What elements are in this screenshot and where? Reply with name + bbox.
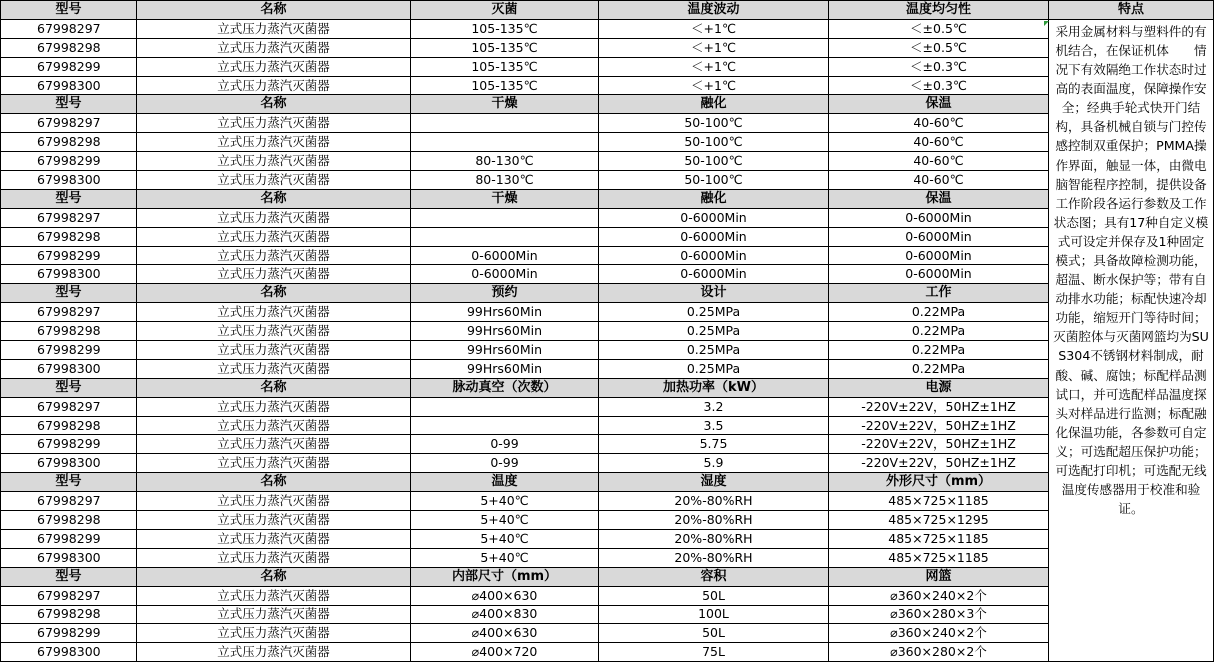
model-cell[interactable]: 67998300: [1, 548, 137, 567]
param-1-cell[interactable]: ⌀400×830: [411, 605, 599, 624]
header-param-1[interactable]: 预约: [411, 284, 599, 303]
param-1-cell[interactable]: 99Hrs60Min: [411, 359, 599, 378]
param-3-cell[interactable]: ⌀360×240×2个: [829, 624, 1049, 643]
name-cell[interactable]: 立式压力蒸汽灭菌器: [137, 435, 411, 454]
header-features[interactable]: 特点: [1049, 1, 1214, 20]
name-cell[interactable]: 立式压力蒸汽灭菌器: [137, 416, 411, 435]
table-row: [1, 208, 1214, 227]
param-2-cell[interactable]: 0-6000Min: [599, 208, 829, 227]
param-3-cell[interactable]: ＜±0.5℃: [829, 19, 1049, 38]
param-2-cell[interactable]: 0-6000Min: [599, 265, 829, 284]
param-1-cell[interactable]: 99Hrs60Min: [411, 303, 599, 322]
name-cell[interactable]: 立式压力蒸汽灭菌器: [137, 114, 411, 133]
name-cell[interactable]: 立式压力蒸汽灭菌器: [137, 605, 411, 624]
param-1-cell[interactable]: 0-99: [411, 454, 599, 473]
comment-indicator-icon: [1044, 21, 1049, 26]
param-1-cell[interactable]: [411, 416, 599, 435]
model-cell[interactable]: 67998300: [1, 454, 137, 473]
header-model[interactable]: 型号: [1, 473, 137, 492]
param-2-cell[interactable]: 20%-80%RH: [599, 548, 829, 567]
param-2-cell[interactable]: 50-100℃: [599, 171, 829, 190]
param-2-cell[interactable]: 50L: [599, 624, 829, 643]
header-param-3[interactable]: 工作: [829, 284, 1049, 303]
header-param-2[interactable]: 湿度: [599, 473, 829, 492]
name-cell[interactable]: 立式压力蒸汽灭菌器: [137, 208, 411, 227]
param-2-cell[interactable]: 0-6000Min: [599, 246, 829, 265]
header-param-2[interactable]: 加热功率（kW）: [599, 378, 829, 397]
param-1-cell[interactable]: [411, 208, 599, 227]
table-row: [1, 341, 1214, 360]
model-cell[interactable]: 67998298: [1, 605, 137, 624]
param-1-cell[interactable]: 0-6000Min: [411, 265, 599, 284]
name-cell[interactable]: 立式压力蒸汽灭菌器: [137, 133, 411, 152]
table-row: [1, 643, 1214, 662]
model-cell[interactable]: 67998297: [1, 114, 137, 133]
table-row: [1, 586, 1214, 605]
param-1-cell[interactable]: ⌀400×630: [411, 624, 599, 643]
name-cell[interactable]: 立式压力蒸汽灭菌器: [137, 624, 411, 643]
name-cell[interactable]: 立式压力蒸汽灭菌器: [137, 397, 411, 416]
param-1-cell[interactable]: 5+40℃: [411, 548, 599, 567]
header-param-2[interactable]: 温度波动: [599, 1, 829, 20]
name-cell[interactable]: 立式压力蒸汽灭菌器: [137, 322, 411, 341]
param-2-cell[interactable]: 50-100℃: [599, 114, 829, 133]
param-1-cell[interactable]: 80-130℃: [411, 152, 599, 171]
model-cell[interactable]: 67998297: [1, 397, 137, 416]
header-param-1[interactable]: 干燥: [411, 189, 599, 208]
header-name[interactable]: 名称: [137, 378, 411, 397]
param-1-cell[interactable]: 105-135℃: [411, 38, 599, 57]
header-name[interactable]: 名称: [137, 189, 411, 208]
param-3-cell[interactable]: ＜±0.5℃: [829, 38, 1049, 57]
header-param-3[interactable]: 温度均匀性: [829, 1, 1049, 20]
header-param-1[interactable]: 脉动真空（次数）: [411, 378, 599, 397]
model-cell[interactable]: 67998298: [1, 511, 137, 530]
param-2-cell[interactable]: 75L: [599, 643, 829, 662]
param-1-cell[interactable]: [411, 397, 599, 416]
param-2-cell[interactable]: 5.9: [599, 454, 829, 473]
name-cell[interactable]: 立式压力蒸汽灭菌器: [137, 359, 411, 378]
header-param-3[interactable]: 保温: [829, 95, 1049, 114]
param-2-cell[interactable]: ＜+1℃: [599, 76, 829, 95]
model-cell[interactable]: 67998298: [1, 133, 137, 152]
header-param-1[interactable]: 温度: [411, 473, 599, 492]
param-3-cell[interactable]: 40-60℃: [829, 133, 1049, 152]
param-3-cell[interactable]: 485×725×1185: [829, 529, 1049, 548]
header-model[interactable]: 型号: [1, 284, 137, 303]
section-header-row: [1, 567, 1214, 586]
param-2-cell[interactable]: 3.5: [599, 416, 829, 435]
header-model[interactable]: 型号: [1, 378, 137, 397]
param-3-cell[interactable]: ＜±0.3℃: [829, 57, 1049, 76]
model-cell[interactable]: 67998297: [1, 208, 137, 227]
table-row: [1, 19, 1214, 38]
header-param-1[interactable]: 内部尺寸（mm）: [411, 567, 599, 586]
model-cell[interactable]: 67998298: [1, 322, 137, 341]
param-2-cell[interactable]: 0-6000Min: [599, 227, 829, 246]
table-row: [1, 624, 1214, 643]
name-cell[interactable]: 立式压力蒸汽灭菌器: [137, 341, 411, 360]
model-cell[interactable]: 67998299: [1, 624, 137, 643]
name-cell[interactable]: 立式压力蒸汽灭菌器: [137, 19, 411, 38]
name-cell[interactable]: 立式压力蒸汽灭菌器: [137, 492, 411, 511]
header-name[interactable]: 名称: [137, 95, 411, 114]
name-cell[interactable]: 立式压力蒸汽灭菌器: [137, 57, 411, 76]
param-1-cell[interactable]: 105-135℃: [411, 19, 599, 38]
param-2-cell[interactable]: ＜+1℃: [599, 38, 829, 57]
name-cell[interactable]: 立式压力蒸汽灭菌器: [137, 454, 411, 473]
header-param-2[interactable]: 融化: [599, 189, 829, 208]
param-2-cell[interactable]: 100L: [599, 605, 829, 624]
table-row: [1, 435, 1214, 454]
table-row: [1, 322, 1214, 341]
name-cell[interactable]: 立式压力蒸汽灭菌器: [137, 548, 411, 567]
model-cell[interactable]: 67998300: [1, 643, 137, 662]
param-2-cell[interactable]: 0.25MPa: [599, 359, 829, 378]
model-cell[interactable]: 67998299: [1, 152, 137, 171]
name-cell[interactable]: 立式压力蒸汽灭菌器: [137, 511, 411, 530]
name-cell[interactable]: 立式压力蒸汽灭菌器: [137, 227, 411, 246]
header-param-3[interactable]: 外形尺寸（mm）: [829, 473, 1049, 492]
param-3-cell[interactable]: 0-6000Min: [829, 246, 1049, 265]
model-cell[interactable]: 67998297: [1, 303, 137, 322]
name-cell[interactable]: 立式压力蒸汽灭菌器: [137, 171, 411, 190]
param-3-cell[interactable]: -220V±22V，50HZ±1HZ: [829, 416, 1049, 435]
param-3-cell[interactable]: ⌀360×280×2个: [829, 643, 1049, 662]
param-1-cell[interactable]: [411, 114, 599, 133]
param-3-cell[interactable]: -220V±22V，50HZ±1HZ: [829, 435, 1049, 454]
name-cell[interactable]: 立式压力蒸汽灭菌器: [137, 246, 411, 265]
features-description-cell[interactable]: 采用金属材料与塑料件的有机结合，在保证机体 情况下有效隔绝工作状态时过高的表面温度，保障操作安全；经典手轮式快开门结构，具备机械自锁与门控传感控制双重保护；PMMA操作界面，触显一体，由微电脑智能程序控制，提供设备工作阶段各运行参数及工作状态图；具有17种自定义模式可设定并保存及1种固定模式；具备故障检测功能，超温、断水保护等；带有自动排水功能；标配快速冷却功能，缩短开门等待时间；灭菌腔体与灭菌网篮均为SUS304不锈钢材料制成，耐酸、碱、腐蚀；标配样品测试口，并可选配样品温度探头对样品进行监测；标配融化保温功能，各参数可自定义；可选配超压保护功能；可选配打印机；可选配无线温度传感器用于校准和验证。: [1049, 19, 1214, 661]
table-row: [1, 133, 1214, 152]
section-header-row: [1, 473, 1214, 492]
table-row: [1, 246, 1214, 265]
param-3-cell[interactable]: 40-60℃: [829, 152, 1049, 171]
model-cell[interactable]: 67998300: [1, 171, 137, 190]
param-1-cell[interactable]: 105-135℃: [411, 76, 599, 95]
param-1-cell[interactable]: 80-130℃: [411, 171, 599, 190]
param-1-cell[interactable]: [411, 227, 599, 246]
model-cell[interactable]: 67998300: [1, 359, 137, 378]
model-cell[interactable]: 67998299: [1, 57, 137, 76]
model-cell[interactable]: 67998299: [1, 435, 137, 454]
table-row: [1, 171, 1214, 190]
param-2-cell[interactable]: ＜+1℃: [599, 19, 829, 38]
param-1-cell[interactable]: [411, 133, 599, 152]
model-cell[interactable]: 67998298: [1, 227, 137, 246]
header-name[interactable]: 名称: [137, 1, 411, 20]
model-cell[interactable]: 67998300: [1, 76, 137, 95]
header-model[interactable]: 型号: [1, 189, 137, 208]
header-name[interactable]: 名称: [137, 284, 411, 303]
name-cell[interactable]: 立式压力蒸汽灭菌器: [137, 265, 411, 284]
param-3-cell[interactable]: 0-6000Min: [829, 227, 1049, 246]
table-row: [1, 152, 1214, 171]
param-1-cell[interactable]: 5+40℃: [411, 511, 599, 530]
spec-table-body: [1, 1, 1214, 662]
header-model[interactable]: 型号: [1, 567, 137, 586]
model-cell[interactable]: 67998297: [1, 586, 137, 605]
param-3-cell[interactable]: 0-6000Min: [829, 208, 1049, 227]
param-1-cell[interactable]: 5+40℃: [411, 492, 599, 511]
header-model[interactable]: 型号: [1, 95, 137, 114]
header-name[interactable]: 名称: [137, 473, 411, 492]
table-row: [1, 57, 1214, 76]
param-2-cell[interactable]: 0.25MPa: [599, 341, 829, 360]
table-row: [1, 359, 1214, 378]
model-cell[interactable]: 67998300: [1, 265, 137, 284]
table-row: [1, 76, 1214, 95]
header-param-2[interactable]: 设计: [599, 284, 829, 303]
name-cell[interactable]: 立式压力蒸汽灭菌器: [137, 586, 411, 605]
section-header-row: [1, 378, 1214, 397]
section-header-row: [1, 189, 1214, 208]
table-row: [1, 492, 1214, 511]
model-cell[interactable]: 67998299: [1, 246, 137, 265]
model-cell[interactable]: 67998298: [1, 416, 137, 435]
param-3-cell[interactable]: 485×725×1185: [829, 548, 1049, 567]
param-3-cell[interactable]: 485×725×1185: [829, 492, 1049, 511]
name-cell[interactable]: 立式压力蒸汽灭菌器: [137, 529, 411, 548]
param-1-cell[interactable]: 99Hrs60Min: [411, 341, 599, 360]
table-row: [1, 605, 1214, 624]
param-3-cell[interactable]: 40-60℃: [829, 114, 1049, 133]
param-3-cell[interactable]: -220V±22V，50HZ±1HZ: [829, 454, 1049, 473]
param-2-cell[interactable]: 50-100℃: [599, 133, 829, 152]
header-param-3[interactable]: 保温: [829, 189, 1049, 208]
param-3-cell[interactable]: 0.22MPa: [829, 322, 1049, 341]
param-1-cell[interactable]: 0-6000Min: [411, 246, 599, 265]
param-3-cell[interactable]: ⌀360×280×3个: [829, 605, 1049, 624]
param-1-cell[interactable]: 0-99: [411, 435, 599, 454]
name-cell[interactable]: 立式压力蒸汽灭菌器: [137, 76, 411, 95]
name-cell[interactable]: 立式压力蒸汽灭菌器: [137, 152, 411, 171]
param-2-cell[interactable]: 3.2: [599, 397, 829, 416]
param-2-cell[interactable]: 5.75: [599, 435, 829, 454]
table-row: [1, 548, 1214, 567]
param-3-cell[interactable]: -220V±22V，50HZ±1HZ: [829, 397, 1049, 416]
table-row: [1, 416, 1214, 435]
table-row: [1, 529, 1214, 548]
param-2-cell[interactable]: 20%-80%RH: [599, 511, 829, 530]
model-cell[interactable]: 67998297: [1, 19, 137, 38]
section-header-row: [1, 1, 1214, 20]
header-param-3[interactable]: 电源: [829, 378, 1049, 397]
table-row: [1, 511, 1214, 530]
table-row: [1, 454, 1214, 473]
param-3-cell[interactable]: ＜±0.3℃: [829, 76, 1049, 95]
param-3-cell[interactable]: ⌀360×240×2个: [829, 586, 1049, 605]
model-cell[interactable]: 67998299: [1, 529, 137, 548]
param-2-cell[interactable]: 50L: [599, 586, 829, 605]
param-2-cell[interactable]: 0.25MPa: [599, 303, 829, 322]
name-cell[interactable]: 立式压力蒸汽灭菌器: [137, 643, 411, 662]
table-row: [1, 38, 1214, 57]
param-1-cell[interactable]: 105-135℃: [411, 57, 599, 76]
param-2-cell[interactable]: 20%-80%RH: [599, 492, 829, 511]
header-param-3[interactable]: 网篮: [829, 567, 1049, 586]
param-3-cell[interactable]: 485×725×1295: [829, 511, 1049, 530]
table-row: [1, 265, 1214, 284]
header-model[interactable]: 型号: [1, 1, 137, 20]
section-header-row: [1, 95, 1214, 114]
param-2-cell[interactable]: 20%-80%RH: [599, 529, 829, 548]
param-2-cell[interactable]: ＜+1℃: [599, 57, 829, 76]
param-2-cell[interactable]: 0.25MPa: [599, 322, 829, 341]
param-1-cell[interactable]: 99Hrs60Min: [411, 322, 599, 341]
table-row: [1, 114, 1214, 133]
model-cell[interactable]: 67998299: [1, 341, 137, 360]
param-3-cell[interactable]: 0.22MPa: [829, 341, 1049, 360]
table-row: [1, 397, 1214, 416]
table-row: [1, 227, 1214, 246]
param-1-cell[interactable]: ⌀400×720: [411, 643, 599, 662]
header-param-2[interactable]: 融化: [599, 95, 829, 114]
table-row: [1, 303, 1214, 322]
header-name[interactable]: 名称: [137, 567, 411, 586]
param-1-cell[interactable]: ⌀400×630: [411, 586, 599, 605]
name-cell[interactable]: 立式压力蒸汽灭菌器: [137, 38, 411, 57]
header-param-2[interactable]: 容积: [599, 567, 829, 586]
param-3-cell[interactable]: 0-6000Min: [829, 265, 1049, 284]
param-1-cell[interactable]: 5+40℃: [411, 529, 599, 548]
model-cell[interactable]: 67998298: [1, 38, 137, 57]
name-cell[interactable]: 立式压力蒸汽灭菌器: [137, 303, 411, 322]
model-cell[interactable]: 67998297: [1, 492, 137, 511]
header-param-1[interactable]: 干燥: [411, 95, 599, 114]
header-param-1[interactable]: 灭菌: [411, 1, 599, 20]
param-3-cell[interactable]: 0.22MPa: [829, 359, 1049, 378]
section-header-row: [1, 284, 1214, 303]
param-2-cell[interactable]: 50-100℃: [599, 152, 829, 171]
param-3-cell[interactable]: 40-60℃: [829, 171, 1049, 190]
param-3-cell[interactable]: 0.22MPa: [829, 303, 1049, 322]
